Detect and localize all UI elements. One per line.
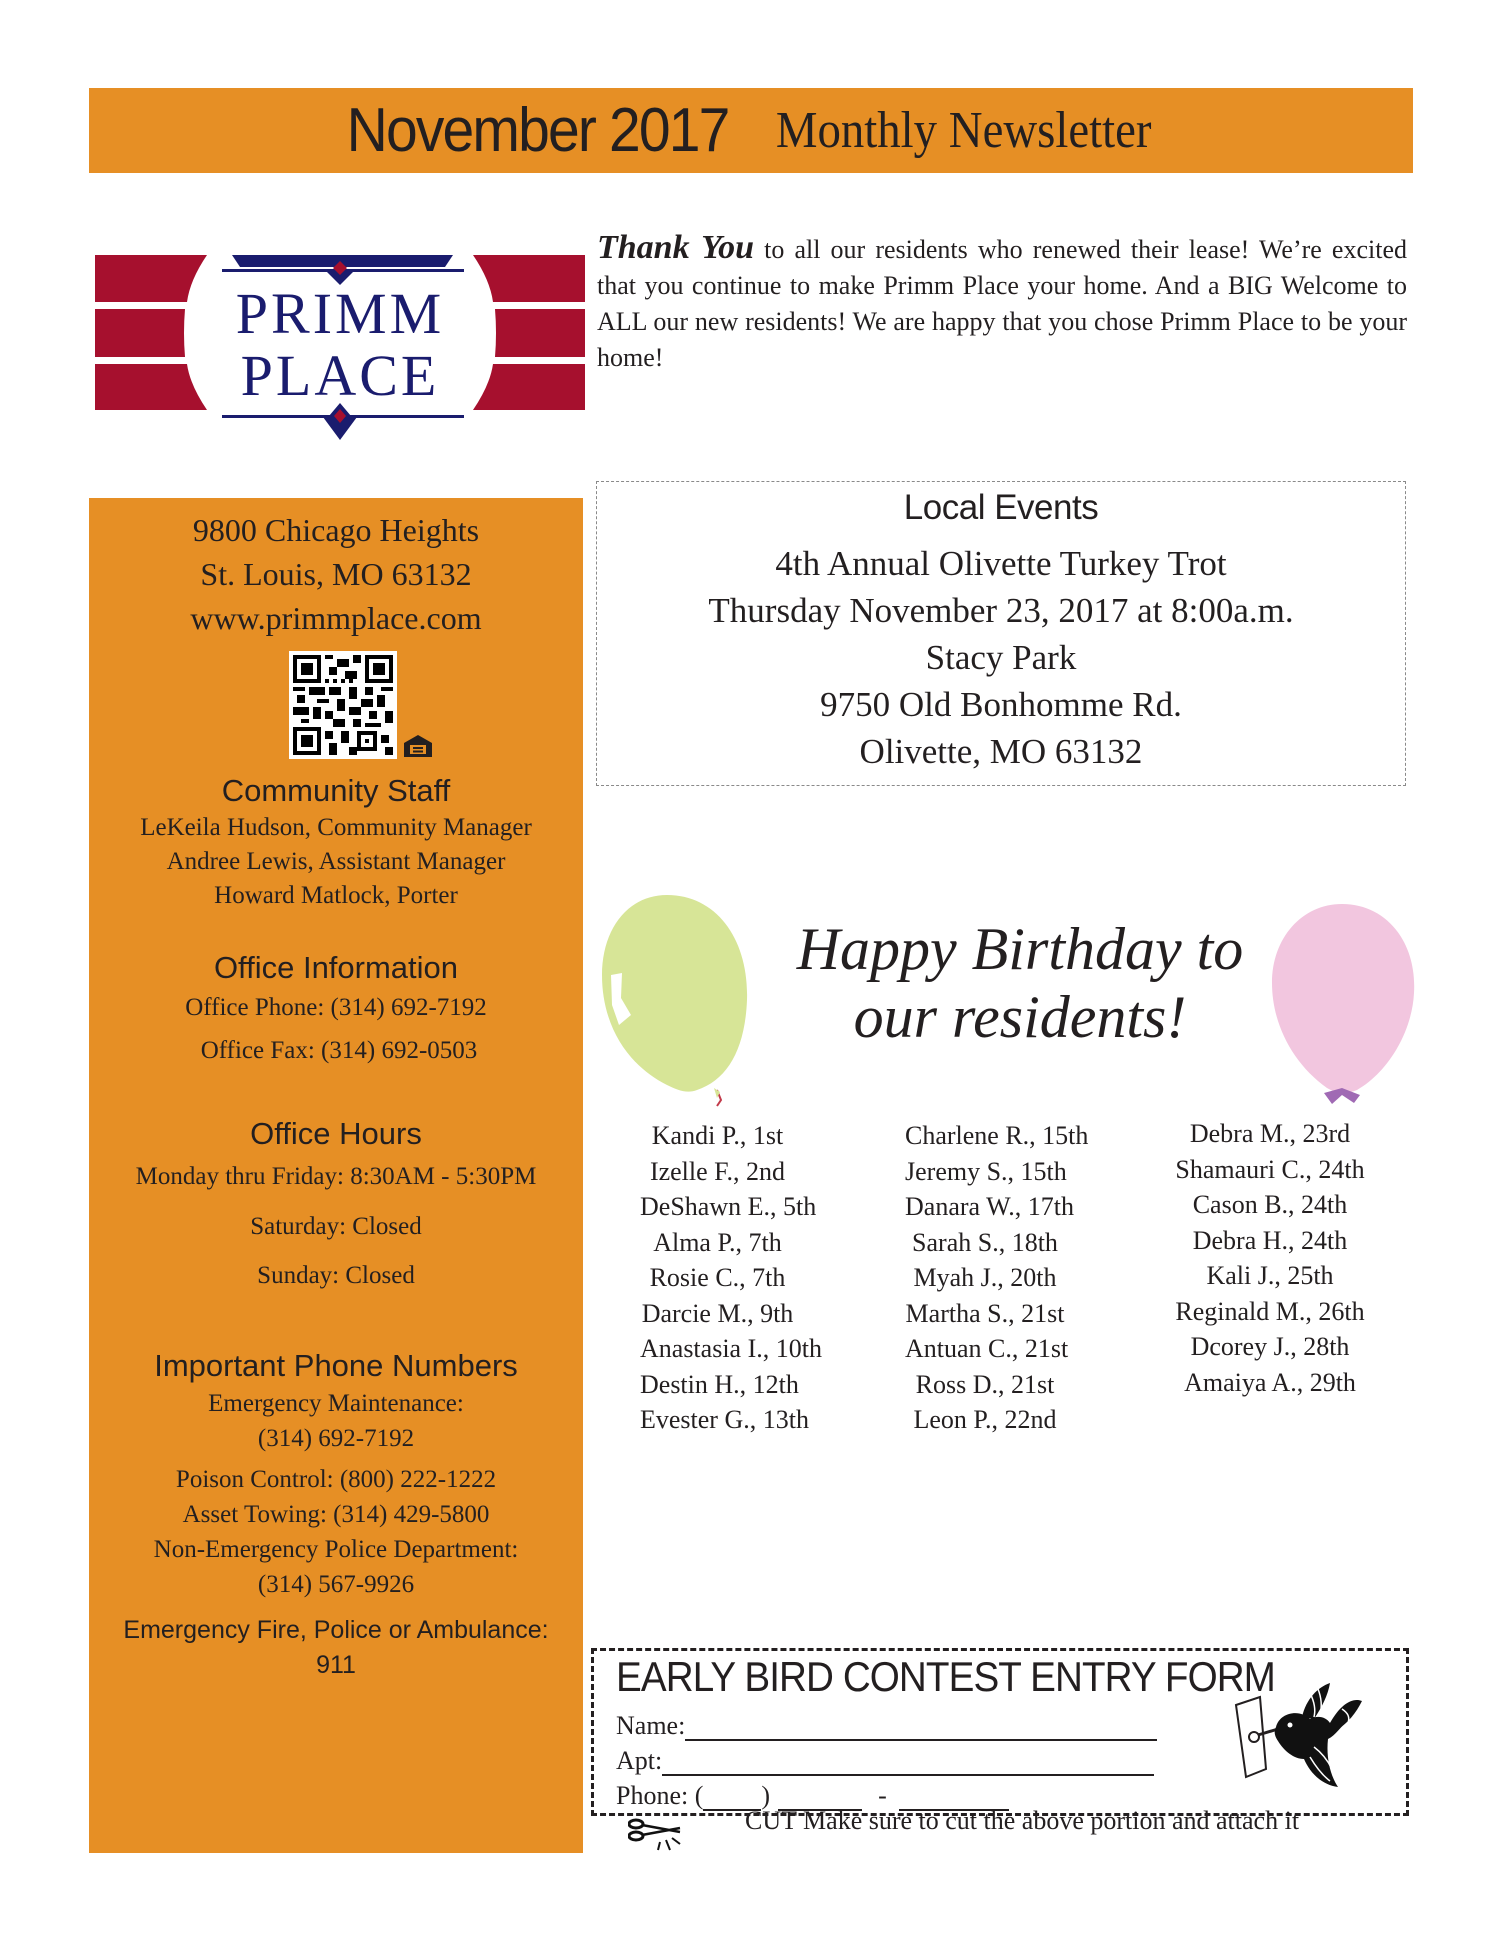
early-bird-entry-form xyxy=(591,1648,1409,1816)
birthday-heading xyxy=(740,915,1300,1051)
community-staff-heading: Community Staff xyxy=(221,773,451,808)
hours-weekdays: Monday thru Friday: 8:30AM - 5:30PM xyxy=(135,1163,537,1190)
phone-dash: - xyxy=(878,1781,887,1810)
list-item: Darcie M., 9th xyxy=(641,1298,794,1328)
list-item: Sarah S., 18th xyxy=(912,1227,1058,1257)
newsletter-title-banner xyxy=(89,88,1413,173)
title-month-year: November 2017 xyxy=(346,96,729,165)
thank-you-lead: Thank You xyxy=(597,229,754,266)
apt-input-line[interactable] xyxy=(662,1754,1154,1776)
birthday-column-2 xyxy=(905,1118,1089,1438)
staff-member: Andree Lewis, Assistant Manager xyxy=(166,848,506,875)
logo-text xyxy=(215,283,465,407)
list-item: Debra M., 23rd xyxy=(1189,1119,1351,1148)
local-events-box xyxy=(596,481,1406,786)
birthday-heading-line1: Happy Birthday to xyxy=(796,916,1244,982)
list-item: Antuan C., 21st xyxy=(905,1334,1069,1363)
green-balloon-icon xyxy=(597,890,757,1115)
list-item: Alma P., 7th xyxy=(653,1227,782,1257)
thank-you-message xyxy=(597,230,1407,376)
cut-instruction: CUT Make sure to cut the above portion and attach it xyxy=(745,1806,1300,1835)
office-information-heading: Office Information xyxy=(213,950,459,985)
name-label: Name: xyxy=(616,1711,686,1740)
hours-saturday: Saturday: Closed xyxy=(250,1213,422,1240)
title-subtitle: Monthly Newsletter xyxy=(775,102,1152,159)
list-item: Debra H., 24th xyxy=(1192,1225,1348,1255)
emergency-maintenance-number: (314) 692-7192 xyxy=(257,1425,415,1452)
staff-member: LeKeila Hudson, Community Manager xyxy=(140,814,532,841)
list-item: Rosie C., 7th xyxy=(649,1263,786,1292)
police-label: Non-Emergency Police Department: xyxy=(153,1536,519,1563)
office-fax: Office Fax: (314) 692-0503 xyxy=(200,1037,478,1064)
office-phone: Office Phone: (314) 692-7192 xyxy=(185,994,487,1021)
list-item: Reginald M., 26th xyxy=(1175,1296,1365,1326)
office-hours-heading: Office Hours xyxy=(250,1116,422,1151)
event-name: 4th Annual Olivette Turkey Trot xyxy=(775,544,1227,583)
name-field[interactable] xyxy=(616,1711,1157,1741)
list-item: Izelle F., 2nd xyxy=(649,1156,786,1186)
emergency-label: Emergency Fire, Police or Ambulance: xyxy=(123,1616,549,1644)
emergency-number: 911 xyxy=(316,1651,356,1679)
important-phone-numbers-heading: Important Phone Numbers xyxy=(154,1348,518,1383)
phone-label: Phone: ( xyxy=(616,1781,704,1810)
event-city: Olivette, MO 63132 xyxy=(859,732,1143,771)
list-item: Kandi P., 1st xyxy=(651,1121,784,1150)
staff-member: Howard Matlock, Porter xyxy=(214,882,458,909)
list-item: DeShawn E., 5th xyxy=(640,1192,817,1221)
list-item: Ross D., 21st xyxy=(915,1369,1055,1399)
list-item: Destin H., 12th xyxy=(640,1369,799,1399)
contact-sidebar xyxy=(89,498,583,1853)
list-item: Leon P., 22nd xyxy=(913,1405,1057,1434)
list-item: Cason B., 24th xyxy=(1192,1190,1348,1219)
asset-towing-number: Asset Towing: (314) 429-5800 xyxy=(182,1501,490,1528)
logo-line-primm: PRIMM xyxy=(235,281,445,346)
list-item: Kali J., 25th xyxy=(1206,1261,1334,1290)
birthday-column-3 xyxy=(1160,1116,1380,1400)
name-input-line[interactable] xyxy=(685,1719,1157,1741)
list-item: Dcorey J., 28th xyxy=(1190,1332,1350,1361)
list-item: Evester G., 13th xyxy=(640,1405,809,1434)
list-item: Martha S., 21st xyxy=(905,1298,1065,1328)
logo-line-place: PLACE xyxy=(240,343,440,408)
phone-paren-close: ) xyxy=(761,1781,771,1810)
poison-control-number: Poison Control: (800) 222-1222 xyxy=(175,1466,497,1493)
event-street: 9750 Old Bonhomme Rd. xyxy=(820,685,1182,724)
apt-label: Apt: xyxy=(616,1746,663,1775)
entry-form-title: EARLY BIRD CONTEST ENTRY FORM xyxy=(616,1653,1275,1700)
list-item: Anastasia I., 10th xyxy=(640,1334,822,1363)
apt-field[interactable] xyxy=(616,1746,1154,1776)
list-item: Shamauri C., 24th xyxy=(1175,1154,1365,1184)
list-item: Jeremy S., 15th xyxy=(905,1156,1067,1186)
list-item: Danara W., 17th xyxy=(905,1192,1074,1221)
primm-place-logo xyxy=(95,245,585,445)
birthday-column-1 xyxy=(640,1118,822,1438)
hours-sunday: Sunday: Closed xyxy=(257,1262,415,1289)
website-link[interactable]: www.primmplace.com xyxy=(190,600,482,636)
police-number: (314) 567-9926 xyxy=(257,1571,415,1598)
event-date-time: Thursday November 23, 2017 at 8:00a.m. xyxy=(708,591,1294,630)
list-item: Charlene R., 15th xyxy=(905,1121,1089,1150)
equal-housing-icon xyxy=(403,734,433,758)
address-line-street: 9800 Chicago Heights xyxy=(192,512,480,548)
scissors-icon xyxy=(628,1816,688,1856)
thank-you-body: to all our residents who renewed their lease! We’re excited that you continue to make Primm Place your home. And a BIG Welcome to ALL our new residents! We are happy that you chose Primm Place to be your home! xyxy=(597,235,1407,372)
emergency-maintenance-label: Emergency Maintenance: xyxy=(208,1390,464,1417)
local-events-heading: Local Events xyxy=(903,488,1099,527)
address-line-city: St. Louis, MO 63132 xyxy=(200,556,472,592)
qr-code-icon[interactable] xyxy=(289,651,397,759)
event-venue: Stacy Park xyxy=(925,638,1077,677)
list-item: Amaiya A., 29th xyxy=(1184,1367,1356,1397)
birthday-heading-line2: our residents! xyxy=(853,984,1187,1050)
list-item: Myah J., 20th xyxy=(913,1263,1057,1292)
bird-with-letter-icon xyxy=(1218,1677,1368,1797)
